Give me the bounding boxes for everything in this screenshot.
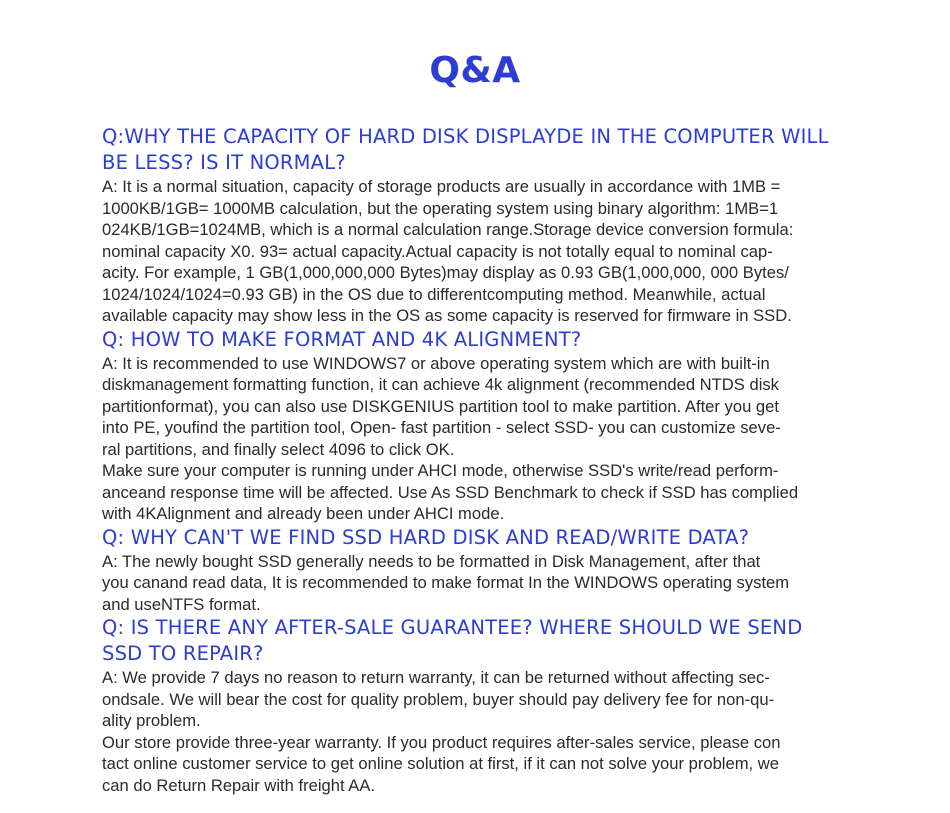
- answer-line: 024KB/1GB=1024MB, which is a normal calculation range.Storage device conversion formula:: [102, 220, 794, 239]
- qa-list: [102, 124, 847, 796]
- answer-line: 1024/1024/1024=0.93 GB) in the OS due to differentcomputing method. Meanwhile, actual: [102, 284, 766, 304]
- answer-line: ondsale. We will bear the cost for quality problem, buyer should pay delivery fee for non-qu-: [102, 689, 775, 709]
- answer-line: and useNTFS format.: [102, 594, 261, 614]
- answer-line: can do Return Repair with freight AA.: [102, 775, 376, 795]
- question-line: BE LESS? IS IT NORMAL?: [102, 151, 346, 174]
- answer-line: ality problem.: [102, 711, 201, 730]
- question-line: Q: HOW TO MAKE FORMAT AND 4K ALIGNMENT?: [102, 327, 582, 351]
- qa-item-capacity: [102, 124, 847, 327]
- page-title: Q&A: [429, 50, 521, 91]
- answer-line: 1000KB/1GB= 1000MB calculation, but the operating system using binary algorithm: 1MB=1: [102, 198, 779, 218]
- answer-line: A: The newly bought SSD generally needs to be formatted in Disk Management, after that: [102, 551, 761, 571]
- question-heading: [102, 327, 847, 353]
- answer-line: anceand response time will be affected. Use As SSD Benchmark to check if SSD has complied: [102, 482, 799, 502]
- answer-text: [102, 353, 847, 525]
- answer-text: [102, 667, 847, 796]
- answer-text: [102, 176, 847, 327]
- answer-line: you canand read data, It is recommended to make format In the WINDOWS operating system: [102, 573, 790, 592]
- answer-line: Make sure your computer is running under AHCI mode, otherwise SSD's write/read perform-: [102, 461, 779, 480]
- answer-line: A: It is recommended to use WINDOWS7 or above operating system which are with built-in: [102, 353, 770, 373]
- question-line: Q: IS THERE ANY AFTER-SALE GUARANTEE? WHERE SHOULD WE SEND: [102, 616, 803, 639]
- answer-line: Our store provide three-year warranty. If you product requires after-sales service, please con: [102, 732, 781, 752]
- answer-line: partitionformat), you can also use DISKGENIUS partition tool to make partition. After you get: [102, 396, 779, 416]
- question-heading: [102, 525, 847, 551]
- question-heading: [102, 124, 847, 176]
- answer-line: ral partitions, and finally select 4096 to click OK.: [102, 439, 455, 459]
- answer-line: into PE, youfind the partition tool, Open- fast partition - select SSD- you can customize seve-: [102, 418, 781, 437]
- answer-text: [102, 551, 847, 616]
- qa-item-find-ssd: [102, 525, 847, 616]
- question-line: Q:WHY THE CAPACITY OF HARD DISK DISPLAYDE IN THE COMPUTER WILL: [102, 125, 829, 148]
- answer-line: acity. For example, 1 GB(1,000,000,000 Bytes)may display as 0.93 GB(1,000,000, 000 Bytes/: [102, 263, 789, 282]
- answer-line: diskmanagement formatting function, it can achieve 4k alignment (recommended NTDS disk: [102, 375, 779, 394]
- question-heading: [102, 615, 847, 667]
- answer-line: available capacity may show less in the OS as some capacity is reserved for firmware in SSD.: [102, 306, 792, 325]
- question-line: SSD TO REPAIR?: [102, 642, 264, 665]
- answer-line: A: We provide 7 days no reason to return warranty, it can be returned without affecting sec-: [102, 668, 770, 687]
- qa-item-after-sale: [102, 615, 847, 796]
- answer-line: nominal capacity X0. 93= actual capacity.Actual capacity is not totally equal to nominal cap-: [102, 241, 773, 261]
- question-line: Q: WHY CAN'T WE FIND SSD HARD DISK AND READ/WRITE DATA?: [102, 525, 750, 549]
- answer-line: tact online customer service to get online solution at first, if it can not solve your problem, we: [102, 754, 779, 773]
- answer-line: with 4KAlignment and already been under AHCI mode.: [102, 504, 505, 523]
- answer-line: A: It is a normal situation, capacity of storage products are usually in accordance with 1MB =: [102, 177, 781, 196]
- qa-item-format: [102, 327, 847, 525]
